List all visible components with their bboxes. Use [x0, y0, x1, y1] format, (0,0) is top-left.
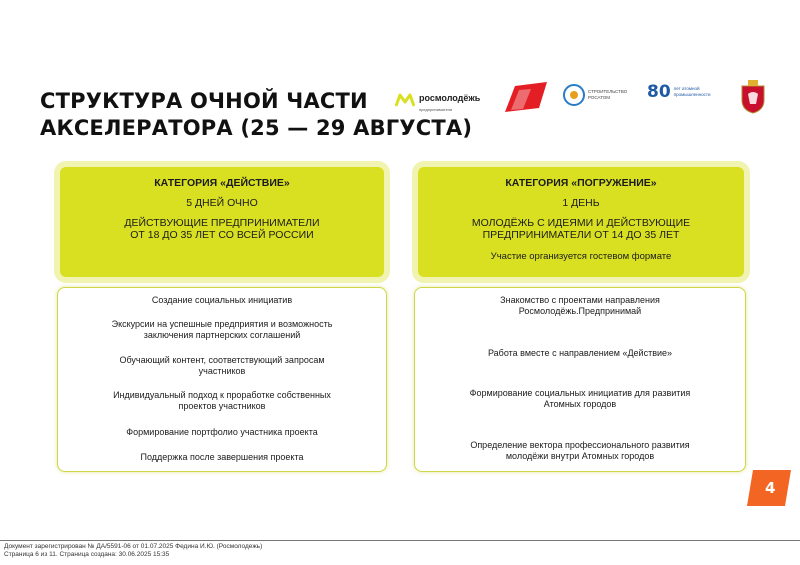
partner-logos	[395, 80, 775, 120]
rosatom-logo-text: СТРОИТЕЛЬСТВО РОСАТОМ	[588, 89, 628, 100]
list-item: Создание социальных инициатив	[151, 295, 293, 305]
rosmolodezh-m-icon	[395, 93, 415, 107]
page-number: 4	[765, 479, 776, 497]
atom-icon	[563, 84, 585, 106]
red-flag-logo	[505, 82, 547, 112]
eighty-number: 80	[647, 82, 671, 102]
category-audience: ДЕЙСТВУЮЩИЕ ПРЕДПРИНИМАТЕЛИ ОТ 18 ДО 35 ЛЕТ СО ВСЕЙ РОССИИ	[124, 217, 320, 241]
list-item: Обучающий контент, соответствующий запросам участников	[119, 355, 325, 376]
category-action-header	[60, 167, 384, 277]
list-item: Формирование портфолио участника проекта	[126, 427, 318, 437]
rosmolodezh-logo	[395, 88, 480, 112]
rosmolodezh-logo-text: росмолодёжь	[419, 93, 481, 103]
category-audience: МОЛОДЁЖЬ С ИДЕЯМИ И ДЕЙСТВУЮЩИЕ ПРЕДПРИНИМАТЕЛИ ОТ 14 ДО 35 ЛЕТ	[471, 217, 691, 241]
list-item: Определение вектора профессионального развития молодёжи внутри Атомных городов	[470, 440, 690, 461]
list-item: Формирование социальных инициатив для развития Атомных городов	[469, 388, 691, 409]
list-item: Знакомство с проектами направления Росмолодёжь.Предпринимай	[500, 295, 660, 316]
footer-page-info: Страница 6 из 11. Страница создана: 30.06.2025 15:35	[4, 551, 170, 558]
eighty-years-logo	[647, 82, 712, 102]
immersion-items-box	[414, 287, 746, 472]
list-item: Экскурсии на успешные предприятия и возможность заключения партнерских соглашений	[111, 319, 333, 340]
category-duration: 1 ДЕНЬ	[562, 197, 600, 209]
list-item: Индивидуальный подход к проработке собственных проектов участников	[113, 390, 331, 411]
page-number-badge	[747, 470, 791, 506]
list-item: Работа вместе с направлением «Действие»	[487, 348, 673, 358]
slide-title-line2: АКСЕЛЕРАТОРА (25 — 29 АВГУСТА)	[40, 116, 473, 140]
rosatom-logo	[563, 84, 628, 106]
category-name: КАТЕГОРИЯ «ДЕЙСТВИЕ»	[154, 177, 290, 189]
category-name: КАТЕГОРИЯ «ПОГРУЖЕНИЕ»	[505, 177, 657, 189]
category-immersion-header	[418, 167, 744, 277]
category-duration: 5 ДНЕЙ ОЧНО	[186, 197, 258, 209]
rosmolodezh-logo-sub: предприниматели	[419, 107, 453, 112]
action-items-box	[57, 287, 387, 472]
category-note: Участие организуется гостевом формате	[490, 251, 672, 262]
eighty-text: лет атомной промышленности	[673, 86, 711, 97]
document-footer	[0, 540, 800, 565]
slide-title-line1: СТРУКТУРА ОЧНОЙ ЧАСТИ	[40, 89, 368, 113]
footer-registration: Документ зарегистрирован № ДА/5591-06 от 01.07.2025 Федина И.Ю. (Росмолодежь)	[4, 543, 263, 550]
list-item: Поддержка после завершения проекта	[140, 452, 304, 462]
coat-of-arms-icon	[740, 80, 766, 114]
